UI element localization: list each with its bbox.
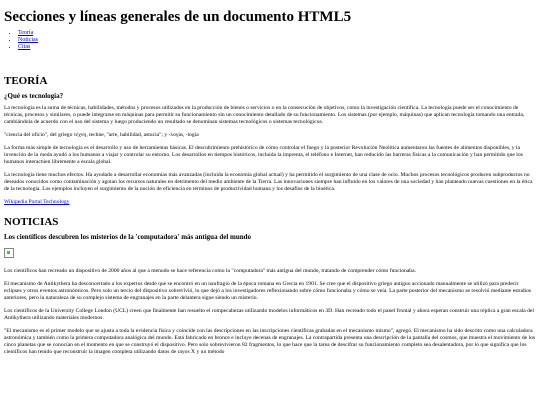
section-nav (4, 30, 536, 51)
news-paragraph-4: "El mecanismo es el primer modelo que se ajusta a toda la evidencia física y coincide con las descripciones en las inscripciones científicas grabadas en el mecanismo mismo", agregó. El mecanismo ha sido descrito como una calculadora astronómica y también como la primera computadora analógica del mundo. Está fabricado en bronce e incluye decenas de engranajes. La contrapartida presenta una descripción de la pantalla del cosmos, que muestra el movimiento de los cinco planetas que se conocían en el momento en que se construyó el dispositivo. Pero solo sobrevivieron 82 fragmentos, lo que hace que la tarea de descifrar su funcionamiento completo sea desalentadora, por lo que significa que los científicos han tenido que reconstruir la imagen completa utilizando datos de rayos X y un método (4, 328, 536, 355)
news-paragraph-2: El mecanismo de Antikythera ha desconcertado a los expertos desde que se encontró en un naufragio de la época romana en Grecia en 1901. Se cree que el dispositivo griego antiguo accionado manualmente se utilizó para predecir eclipses y otros eventos astronómicos. Pero solo un tercio del dispositivo sobrevivió, lo que dejó a los investigadores reflexionando sobre cómo funcionaba y cómo se veía. La parte posterior del mecanismo se resolvió mediante estudios anteriores, pero la naturaleza de su complejo sistema de engranajes en la parte delantera sigue siendo un misterio. (4, 281, 532, 301)
nav-link-noticias[interactable]: Noticias (18, 37, 38, 43)
nav-link-citas[interactable]: Citas (18, 44, 31, 50)
nav-item-noticias (18, 37, 536, 44)
theory-heading: TEORÍA (4, 75, 48, 87)
theory-paragraph-1: La tecnología es la suma de técnicas, habilidades, métodos y procesos utilizados en la producción de bienes o servicios o en la consecución de objetivos, como la investigación científica. La tecnología puede ser el conocimiento de técnicas, procesos y similares, o puede integrarse en máquinas para permitir su funcionamiento sin un conocimiento detallado de su funcionamiento. Los sistemas (por ejemplo, máquinas) que aplican tecnología tomando una entrada, cambiándola de acuerdo con el uso del sistema y luego produciendo un resultado se denominan sistemas tecnológicos o sistemas tecnológicos. (4, 105, 525, 125)
theory-paragraph-3: La forma más simple de tecnología es el desarrollo y uso de herramientas básicas. El descubrimiento prehistórico de cómo controlar el fuego y la posterior Revolución Neolítica aumentaron las fuentes de alimentos disponibles, y la invención de la rueda ayudó a los humanos a viajar y controlar su entorno. Los desarrollos en tiempos históricos, incluida la imprenta, el teléfono e Internet, han reducido las barreras físicas a la comunicación y han permitido que los humanos interactúen libremente a escala global. (4, 145, 523, 165)
news-subheading: Los científicos descubren los misterios de la 'computadora' más antigua del mundo (4, 233, 252, 241)
wiki-link-paragraph (4, 199, 536, 206)
news-paragraph-1: Los científicos han recreado un dispositivo de 2000 años al que a menudo se hace referencia como la "computadora" más antigua del mundo, tratando de comprender cómo funcionaba. (4, 268, 416, 274)
broken-image-icon (4, 248, 14, 258)
nav-item-teoria (18, 30, 536, 37)
theory-subheading: ¿Qué es tecnología? (4, 92, 64, 100)
nav-item-citas (18, 44, 536, 51)
wikipedia-portal-link[interactable]: Wikipedia Portal Technology (4, 199, 70, 205)
theory-paragraph-2: "ciencia del oficio", del griego τέχνη, techne, "arte, habilidad, astucia"; y -λογία, -logía (4, 132, 199, 138)
news-heading: NOTICIAS (4, 216, 59, 228)
news-paragraph-3: Los científicos de la University College London (UCL) creen que finalmente han resuelto el rompecabezas utilizando modelos informáticos en 3D. Han recreado todo el panel frontal y ahora esperan construir una réplica a gran escala del Antikythera utilizando materiales modernos. (4, 308, 534, 321)
news-section (4, 216, 536, 356)
page-title: Secciones y líneas generales de un documento HTML5 (4, 9, 352, 25)
theory-section (4, 75, 536, 206)
theory-paragraph-4: La tecnología tiene muchos efectos. Ha ayudado a desarrollar economías más avanzadas (incluida la economía global actual) y ha permitido el surgimiento de una clase de ocio. Muchos procesos tecnológicos producen subproductos no deseados conocidos como contaminación y agotan los recursos naturales en detrimento del medio ambiente de la Tierra. Las innovaciones siempre han influido en los valores de una sociedad y han planteado nuevas cuestiones en la ética de la tecnología. Los ejemplos incluyen el surgimiento de la noción de eficiencia en términos de productividad humana y los desafíos de la bioética. (4, 172, 533, 192)
nav-link-teoria[interactable]: Teoría (18, 30, 34, 36)
